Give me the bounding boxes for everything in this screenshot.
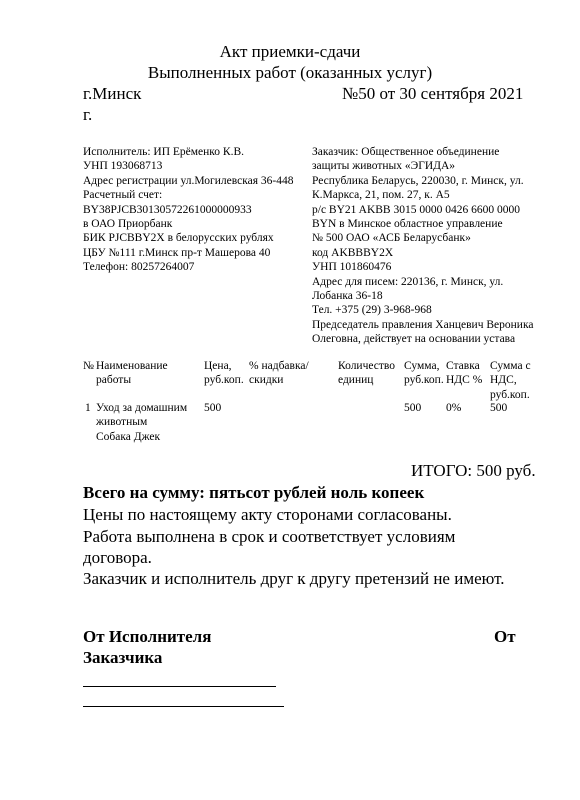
- row-name: Уход за домашним животным Собака Джек: [96, 402, 188, 443]
- executor-line: УНП 193068713: [83, 160, 163, 173]
- city: г.Минск: [83, 84, 142, 103]
- row-sum: 500: [404, 402, 422, 414]
- agreement-text-2b: договора.: [83, 548, 152, 567]
- total: ИТОГО: 500 руб.: [411, 461, 536, 480]
- document-subtitle: Выполненных работ (оказанных услуг): [147, 63, 433, 82]
- row-vat-rate: 0%: [446, 402, 462, 414]
- executor-line: ЦБУ №111 г.Минск пр-т Машерова 40: [83, 246, 271, 259]
- row-price: 500: [204, 402, 222, 414]
- customer-line: BYN в Минское областное управление: [312, 218, 503, 231]
- signature-line-executor: [83, 686, 276, 687]
- customer-line: р/с BY21 AKBB 3015 0000 0426 6600 0000: [312, 203, 520, 216]
- executor-line: Исполнитель: ИП Ерёменко К.В.: [83, 146, 245, 158]
- agreement-text-2a: Работа выполнена в срок и соответствует условиям: [83, 527, 456, 546]
- customer-block: [312, 145, 533, 347]
- executor-line: BY38PJCB30130572261000000933: [83, 203, 252, 216]
- executor-line: в ОАО Приорбанк: [83, 218, 173, 231]
- total-in-words: Всего на сумму: пятьсот рублей ноль копеек: [83, 483, 425, 502]
- agreement-text-1: Цены по настоящему акту сторонами согласованы.: [83, 505, 452, 524]
- col-header-qty: Количество единиц: [338, 360, 395, 387]
- executor-line: Адрес регистрации ул.Могилевская 36-448: [83, 174, 294, 187]
- row-num: 1: [85, 402, 91, 414]
- customer-line: Председатель правления Ханцевич Вероника: [312, 318, 534, 331]
- document-title: Акт приемки-сдачи: [219, 42, 361, 61]
- customer-line: защиты животных «ЭГИДА»: [312, 160, 456, 173]
- executor-line: Телефон: 80257264007: [83, 261, 195, 274]
- row-sum-vat: 500: [490, 402, 508, 414]
- customer-line: Адрес для писем: 220136, г. Минск, ул.: [312, 275, 504, 288]
- city-suffix: г.: [83, 105, 93, 124]
- from-executor: От Исполнителя: [83, 627, 212, 646]
- customer-line: Республика Беларусь, 220030, г. Минск, ул.: [312, 174, 524, 187]
- customer-line: УНП 101860476: [312, 261, 392, 274]
- customer-line: код AKBBBY2X: [312, 246, 394, 259]
- executor-line: Расчетный счет:: [83, 189, 163, 202]
- col-header-num: №: [83, 360, 94, 372]
- customer-line: Лобанка 36-18: [312, 290, 383, 303]
- executor-block: [83, 145, 293, 275]
- agreement-text-3: Заказчик и исполнитель друг к другу претензий не имеют.: [83, 569, 505, 588]
- customer-line: Тел. +375 (29) 3-968-968: [312, 304, 432, 317]
- customer-word: Заказчика: [83, 648, 163, 667]
- from-prefix: От: [494, 627, 516, 646]
- customer-line: № 500 ОАО «АСБ Беларусбанк»: [312, 232, 471, 245]
- col-header-sum: Сумма, руб.коп.: [404, 360, 444, 387]
- signature-line-customer: [83, 706, 284, 707]
- customer-line: Заказчик: Общественное объединение: [312, 146, 500, 158]
- col-header-name: Наименование работы: [96, 360, 168, 387]
- executor-line: БИК PJCBBY2X в белорусских рублях: [83, 232, 274, 245]
- col-header-sum-vat: Сумма с НДС, руб.коп.: [490, 360, 531, 401]
- col-header-vat-rate: Ставка НДС %: [446, 360, 483, 387]
- col-header-price: Цена, руб.коп.: [204, 360, 244, 387]
- customer-line: К.Маркса, 21, пом. 27, к. А5: [312, 189, 450, 202]
- col-header-markup: % надбавка/ скидки: [249, 360, 309, 387]
- number-date: №50 от 30 сентября 2021: [342, 84, 524, 103]
- customer-line: Олеговна, действует на основании устава: [312, 333, 516, 346]
